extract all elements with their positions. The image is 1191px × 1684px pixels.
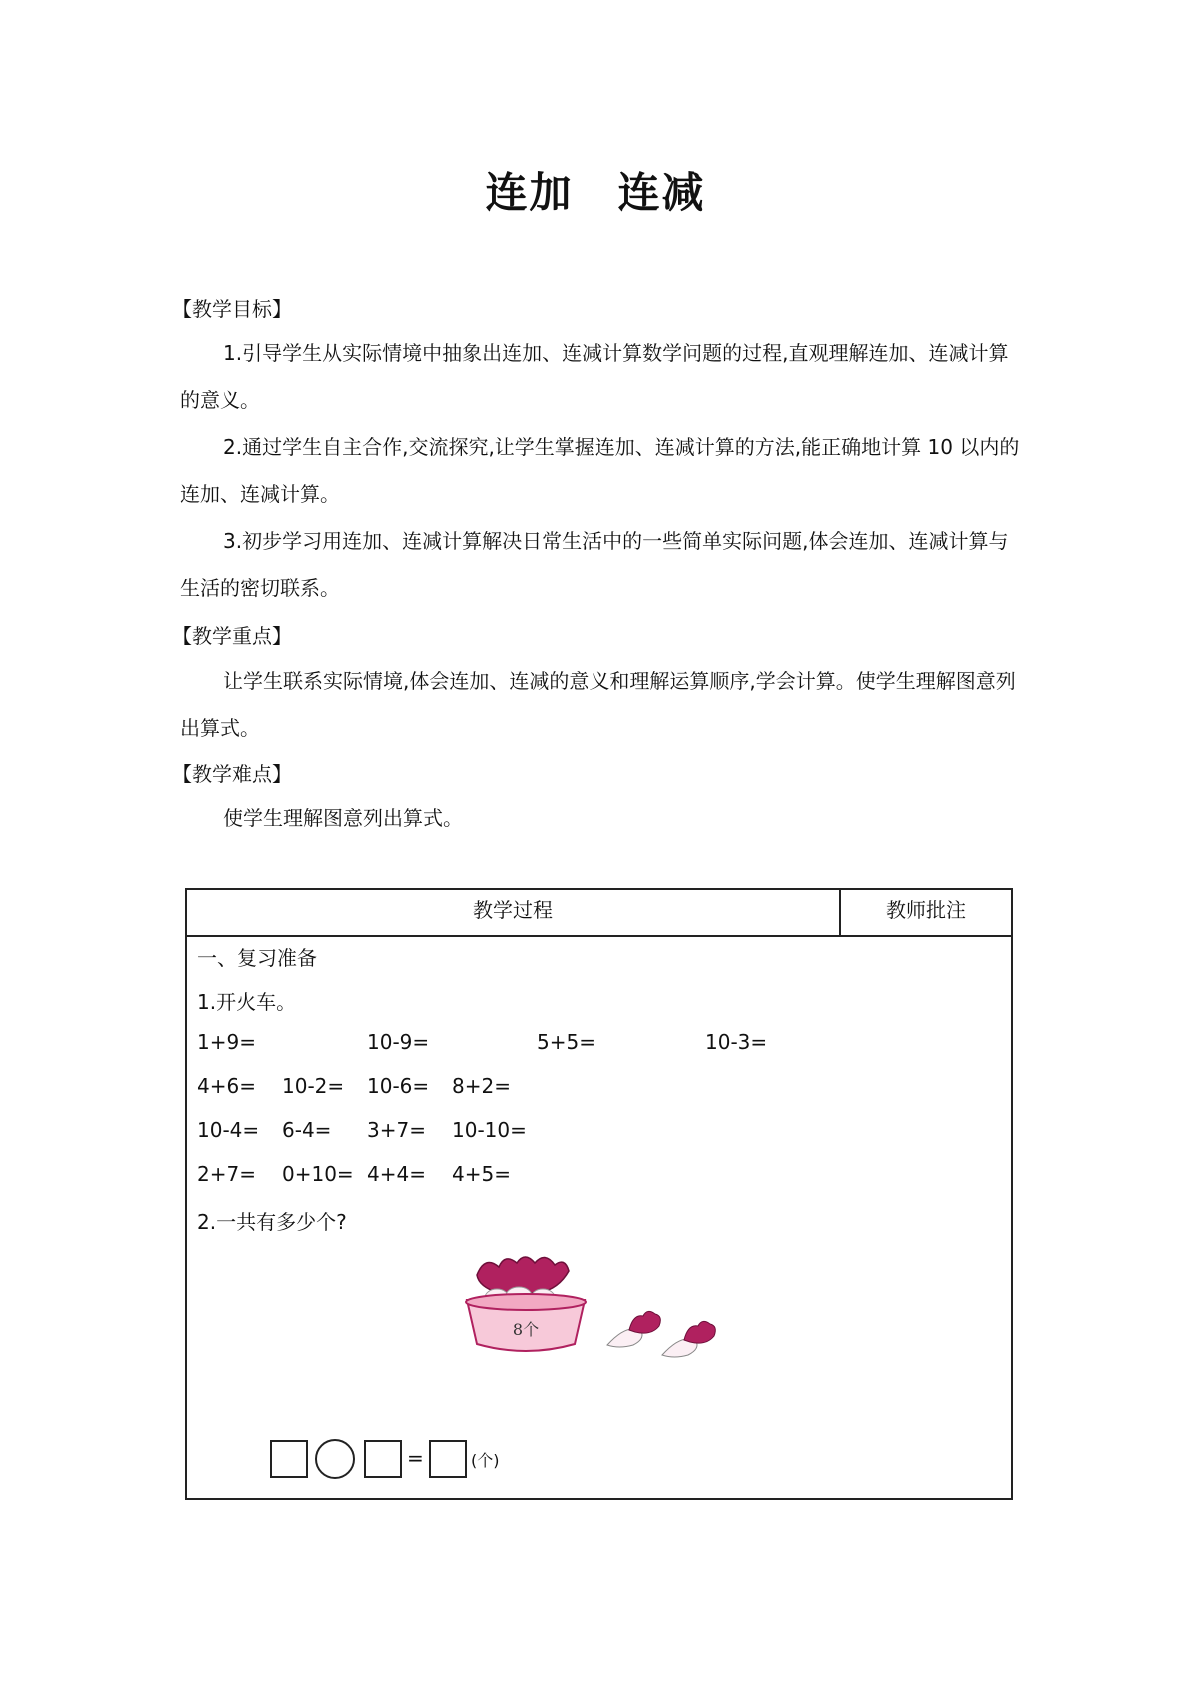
radish-icon	[662, 1321, 715, 1357]
math-cell: 10-10=	[452, 1118, 527, 1142]
key-paragraph: 让学生联系实际情境,体会连加、连减的意义和理解运算顺序,学会计算。使学生理解图意列出算式。	[180, 669, 1016, 740]
item-how-many: 2.一共有多少个?	[197, 1210, 347, 1234]
math-cell: 2+7=	[197, 1162, 256, 1186]
column-header-notes: 教师批注	[886, 898, 966, 922]
goals-heading: 【教学目标】	[172, 297, 292, 321]
table-header	[187, 890, 1011, 937]
difficult-heading: 【教学难点】	[172, 762, 292, 786]
part-heading: 一、复习准备	[197, 946, 317, 970]
math-cell: 6-4=	[282, 1118, 332, 1142]
key-text	[180, 658, 1020, 752]
radish-icon	[607, 1311, 660, 1347]
math-cell: 10-4=	[197, 1118, 260, 1142]
basket-label: 8个	[512, 1320, 540, 1339]
teaching-process-table	[185, 888, 1013, 1500]
math-cell: 4+6=	[197, 1074, 256, 1098]
key-heading: 【教学重点】	[172, 624, 292, 648]
math-cell: 4+5=	[452, 1162, 511, 1186]
math-cell: 1+9=	[197, 1030, 256, 1054]
goal-1: 1.引导学生从实际情境中抽象出连加、连减计算数学问题的过程,直观理解连加、连减计算的意义。	[180, 341, 1009, 412]
math-cell: 10-9=	[367, 1030, 430, 1054]
unit-label: (个)	[471, 1451, 500, 1470]
math-cell: 10-2=	[282, 1074, 345, 1098]
answer-box-1[interactable]	[270, 1440, 308, 1478]
operator-circle[interactable]	[315, 1439, 355, 1479]
column-header-process: 教学过程	[187, 890, 841, 935]
math-cell: 10-3=	[705, 1030, 768, 1054]
item-train: 1.开火车。	[197, 990, 297, 1014]
answer-box-result[interactable]	[429, 1440, 467, 1478]
difficult-text	[180, 795, 1020, 842]
page-title: 连加 连减	[485, 168, 706, 217]
difficult-paragraph: 使学生理解图意列出算式。	[223, 806, 463, 830]
math-cell: 0+10=	[282, 1162, 354, 1186]
math-cell: 5+5=	[537, 1030, 596, 1054]
goals-list	[180, 330, 1020, 612]
math-cell: 4+4=	[367, 1162, 426, 1186]
answer-box-2[interactable]	[364, 1440, 402, 1478]
equals-sign: =	[407, 1446, 424, 1470]
goal-3: 3.初步学习用连加、连减计算解决日常生活中的一些简单实际问题,体会连加、连减计算与生活的密切联系。	[180, 529, 1009, 600]
math-cell: 3+7=	[367, 1118, 426, 1142]
radish-basket-illustration	[457, 1250, 747, 1370]
goal-2: 2.通过学生自主合作,交流探究,让学生掌握连加、连减计算的方法,能正确地计算 10 以内的连加、连减计算。	[180, 435, 1020, 506]
math-cell: 8+2=	[452, 1074, 511, 1098]
math-cell: 10-6=	[367, 1074, 430, 1098]
